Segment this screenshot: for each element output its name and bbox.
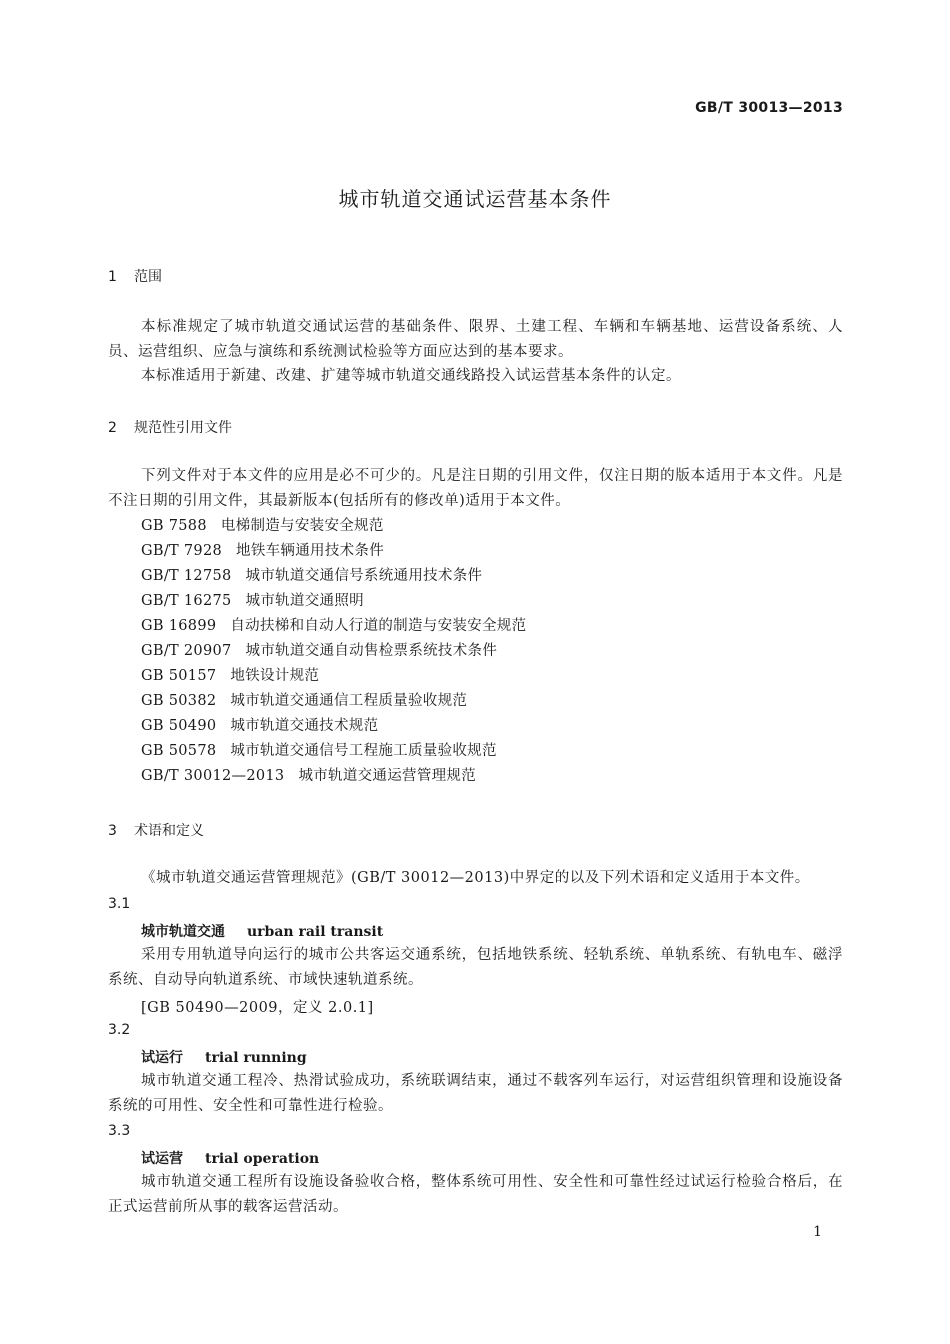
terms-intro-paragraph: 《城市轨道交通运营管理规范》(GB/T 30012—2013)中界定的以及下列术语和定义适用于本文件。 xyxy=(141,870,810,886)
reference-name: 自动扶梯和自动人行道的制造与安装安全规范 xyxy=(230,618,527,634)
term-number: 3.2 xyxy=(108,1022,131,1038)
reference-item xyxy=(141,589,364,614)
term-heading xyxy=(141,1148,319,1168)
reference-code: GB 16899 xyxy=(141,618,217,634)
section-heading-scope xyxy=(108,266,162,286)
reference-code: GB 50578 xyxy=(141,743,217,759)
reference-code: GB/T 20907 xyxy=(141,643,232,659)
section-heading-terms xyxy=(108,820,204,840)
reference-name: 城市轨道交通照明 xyxy=(245,593,364,609)
reference-item xyxy=(141,539,384,564)
reference-item xyxy=(141,664,319,689)
term-number: 3.3 xyxy=(108,1123,131,1139)
document-title: 城市轨道交通试运营基本条件 xyxy=(338,187,612,211)
scope-paragraph-2: 本标准适用于新建、改建、扩建等城市轨道交通线路投入试运营基本条件的认定。 xyxy=(141,368,681,384)
reference-code: GB 7588 xyxy=(141,518,207,534)
reference-code: GB/T 7928 xyxy=(141,543,223,559)
section-title: 规范性引用文件 xyxy=(134,420,232,436)
normative-intro-paragraph: 下列文件对于本文件的应用是必不可少的。凡是注日期的引用文件，仅注日期的版本适用于本文件。凡是不注日期的引用文件，其最新版本(包括所有的修改单)适用于本文件。 xyxy=(108,468,843,509)
reference-name: 城市轨道交通通信工程质量验收规范 xyxy=(230,693,468,709)
term-chinese: 试运营 xyxy=(141,1151,183,1167)
section-heading-normative-references xyxy=(108,417,232,437)
section-number: 2 xyxy=(108,420,117,436)
section-title: 范围 xyxy=(134,269,162,285)
term-definition: 城市轨道交通工程冷、热滑试验成功，系统联调结束，通过不载客列车运行，对运营组织管理和设施设备系统的可用性、安全性和可靠性进行检验。 xyxy=(108,1073,843,1114)
reference-code: GB/T 12758 xyxy=(141,568,232,584)
term-english: trial running xyxy=(205,1050,307,1066)
reference-item xyxy=(141,514,384,539)
reference-code: GB 50490 xyxy=(141,718,217,734)
reference-name: 地铁设计规范 xyxy=(230,668,320,684)
section-number: 1 xyxy=(108,269,117,285)
term-chinese: 试运行 xyxy=(141,1050,183,1066)
reference-item xyxy=(141,614,526,639)
reference-item xyxy=(141,764,476,789)
term-definition: 采用专用轨道导向运行的城市公共客运交通系统，包括地铁系统、轻轨系统、单轨系统、有轨电车、磁浮系统、自动导向轨道系统、市域快速轨道系统。 xyxy=(108,947,843,988)
reference-name: 城市轨道交通信号系统通用技术条件 xyxy=(245,568,483,584)
reference-code: GB 50382 xyxy=(141,693,217,709)
term-english: urban rail transit xyxy=(247,924,384,940)
reference-name: 电梯制造与安装安全规范 xyxy=(220,518,384,534)
reference-item xyxy=(141,564,482,589)
reference-item xyxy=(141,639,497,664)
term-heading xyxy=(141,921,383,941)
reference-code: GB 50157 xyxy=(141,668,217,684)
reference-code: GB/T 16275 xyxy=(141,593,232,609)
reference-item xyxy=(141,714,378,739)
reference-name: 城市轨道交通信号工程施工质量验收规范 xyxy=(230,743,497,759)
term-chinese: 城市轨道交通 xyxy=(141,924,225,940)
reference-name: 城市轨道交通技术规范 xyxy=(230,718,379,734)
page-number: 1 xyxy=(813,1224,822,1240)
section-title: 术语和定义 xyxy=(134,823,204,839)
reference-item xyxy=(141,739,497,764)
term-source: [GB 50490—2009，定义 2.0.1] xyxy=(141,1000,374,1016)
term-definition: 城市轨道交通工程所有设施设备验收合格，整体系统可用性、安全性和可靠性经过试运行检验合格后，在正式运营前所从事的载客运营活动。 xyxy=(108,1174,843,1215)
reference-name: 城市轨道交通运营管理规范 xyxy=(298,768,477,784)
section-number: 3 xyxy=(108,823,117,839)
term-heading xyxy=(141,1047,307,1067)
reference-name: 城市轨道交通自动售检票系统技术条件 xyxy=(245,643,498,659)
standard-code-header: GB/T 30013—2013 xyxy=(695,100,843,116)
term-english: trial operation xyxy=(205,1151,320,1167)
scope-paragraph-1: 本标准规定了城市轨道交通试运营的基础条件、限界、土建工程、车辆和车辆基地、运营设备系统、人员、运营组织、应急与演练和系统测试检验等方面应达到的基本要求。 xyxy=(108,319,843,360)
reference-name: 地铁车辆通用技术条件 xyxy=(236,543,385,559)
term-number: 3.1 xyxy=(108,896,131,912)
reference-code: GB/T 30012—2013 xyxy=(141,768,285,784)
reference-item xyxy=(141,689,467,714)
